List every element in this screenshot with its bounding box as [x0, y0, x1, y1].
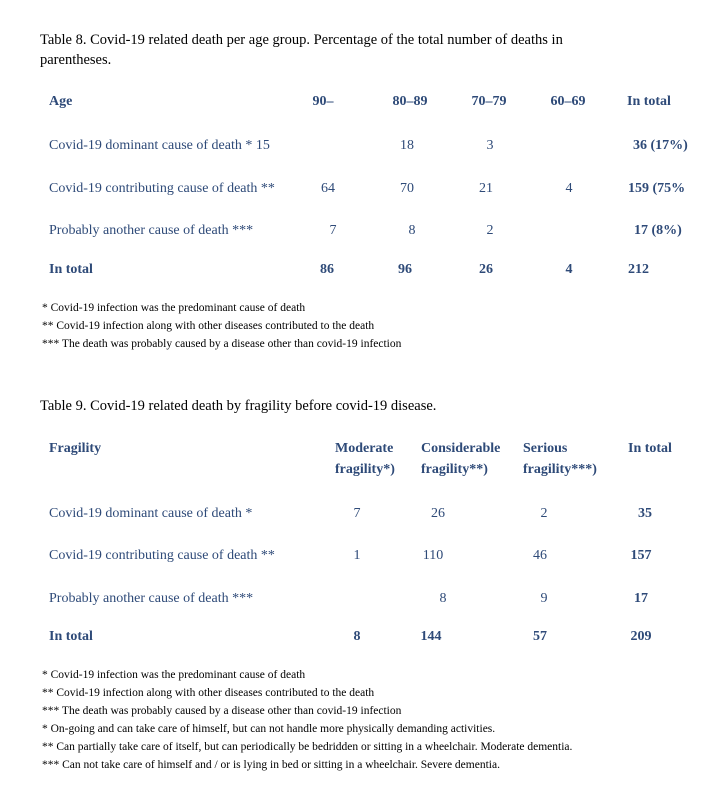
table9-row-another-serious: 9 [540, 591, 548, 606]
table9-header-serious-2: fragility***) [523, 462, 597, 477]
table8-row-contributing-label: Covid-19 contributing cause of death ** [49, 181, 275, 196]
table9-total-moderate: 8 [353, 629, 361, 644]
table8-header-80-89: 80–89 [392, 94, 428, 109]
table8-row-dominant-total: 36 (17%) [633, 138, 688, 153]
table8-header-age: Age [49, 94, 73, 109]
table9-note-6: *** Can not take care of himself and / or is lying in bed or sitting in a wheelchair. Severe dementia. [42, 759, 500, 771]
table8-row-contributing-total: 159 (75% [628, 181, 686, 196]
table8-total-90: 86 [320, 262, 334, 277]
table8-note-3: *** The death was probably caused by a disease other than covid-19 infection [42, 338, 402, 350]
table9-row-dominant-moderate: 7 [353, 506, 361, 521]
table9-total-total: 209 [630, 629, 652, 644]
table8-caption: Table 8. Covid-19 related death per age group. Percentage of the total number of deaths in parentheses. [40, 32, 563, 68]
table9-header-considerable-2: fragility**) [421, 462, 488, 477]
table8-total-60-69: 4 [565, 262, 573, 277]
table8-row-another-total: 17 (8%) [634, 223, 682, 238]
table9-header-moderate-2: fragility*) [335, 462, 395, 477]
table8-row-dominant-label: Covid-19 dominant cause of death * 15 [49, 138, 270, 153]
table9-header-total: In total [628, 441, 672, 456]
table8-row-contributing-90: 64 [321, 181, 335, 196]
table9-row-dominant-label: Covid-19 dominant cause of death * [49, 506, 253, 521]
table8-row-dominant-80-89: 18 [400, 138, 414, 153]
table9-total-considerable: 144 [420, 629, 442, 644]
table9-row-dominant-total: 35 [638, 506, 652, 521]
table8-header-90: 90– [312, 94, 334, 109]
table9-total-label: In total [49, 629, 93, 644]
table9-row-contributing-label: Covid-19 contributing cause of death ** [49, 548, 275, 563]
table8-row-another-90: 7 [329, 223, 337, 238]
table8-total-label: In total [49, 262, 93, 277]
table9-total-serious: 57 [533, 629, 547, 644]
table8-row-another-80-89: 8 [408, 223, 416, 238]
table8-total-total: 212 [628, 262, 649, 277]
table8-row-dominant-70-79: 3 [486, 138, 494, 153]
table9-header-considerable-1: Considerable [421, 441, 501, 456]
table8-note-2: ** Covid-19 infection along with other diseases contributed to the death [42, 320, 375, 332]
table9-row-contributing-serious: 46 [533, 548, 547, 563]
table9-caption: Table 9. Covid-19 related death by fragility before covid-19 disease. [40, 398, 437, 414]
table9-row-dominant-serious: 2 [540, 506, 548, 521]
table8-row-contributing-60-69: 4 [565, 181, 573, 196]
table9-row-another-total: 17 [634, 591, 648, 606]
table8-header-70-79: 70–79 [471, 94, 507, 109]
table8-header-60-69: 60–69 [550, 94, 586, 109]
table9-row-another-label: Probably another cause of death *** [49, 591, 254, 606]
table8-row-another-70-79: 2 [486, 223, 494, 238]
table9-note-5: ** Can partially take care of itself, but can periodically be bedridden or sitting in a wheelchair. Moderate dementia. [42, 741, 573, 753]
table8-note-1: * Covid-19 infection was the predominant cause of death [42, 302, 306, 314]
table9-note-1: * Covid-19 infection was the predominant cause of death [42, 669, 306, 681]
table8-row-contributing-70-79: 21 [479, 181, 493, 196]
table8-row-contributing-80-89: 70 [400, 181, 414, 196]
table9-row-contributing-moderate: 1 [353, 548, 361, 563]
table9-row-contributing-considerable: 110 [422, 548, 444, 563]
table9-note-4: * On-going and can take care of himself, but can not handle more physically demanding activities. [42, 723, 496, 735]
table9-note-2: ** Covid-19 infection along with other diseases contributed to the death [42, 687, 375, 699]
table9-row-another-considerable: 8 [439, 591, 447, 606]
table9-header-serious-1: Serious [523, 441, 568, 456]
table9-header-fragility: Fragility [49, 441, 102, 456]
table9-row-contributing-total: 157 [630, 548, 652, 563]
table8-total-80-89: 96 [398, 262, 412, 277]
table9-header-moderate-1: Moderate [335, 441, 394, 456]
table8-header-total: In total [627, 94, 671, 109]
table9-note-3: *** The death was probably caused by a disease other than covid-19 infection [42, 705, 402, 717]
table8-row-another-label: Probably another cause of death *** [49, 223, 254, 238]
table9-row-dominant-considerable: 26 [431, 506, 445, 521]
table8-total-70-79: 26 [479, 262, 493, 277]
